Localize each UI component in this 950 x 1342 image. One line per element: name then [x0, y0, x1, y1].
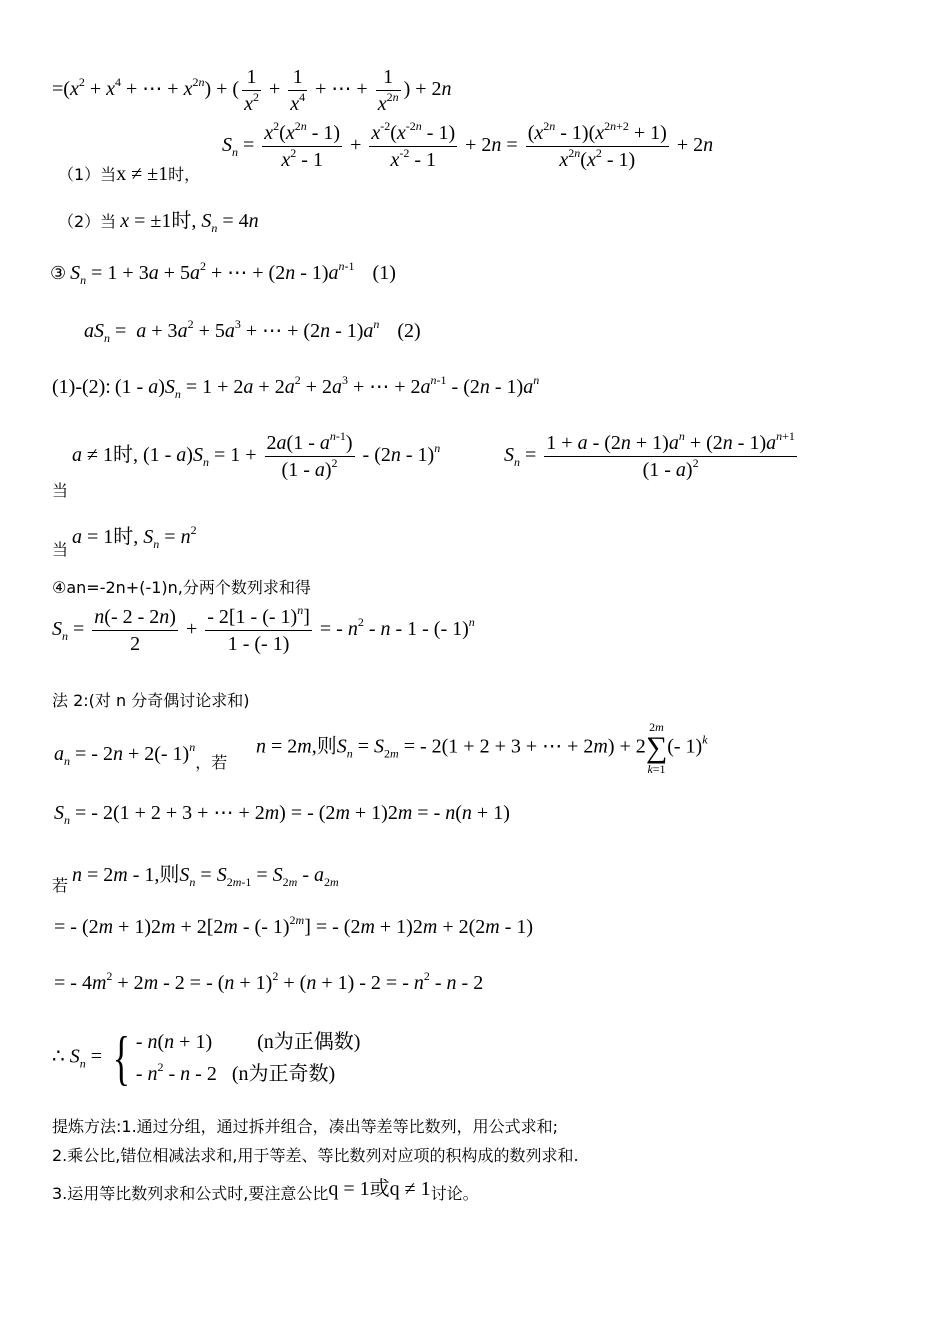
subtract-label: (1)-(2): [52, 376, 111, 398]
case-2-condition: （2）当 x = ±1时, $S_n = 4n$ [58, 210, 259, 235]
equation-odd-step1: = - (2m + 1)2m + 2[2m - (- 1)$^{2m}$] = - (2m + 1)2m + 2(2m - 1) [54, 913, 534, 938]
equation-even-result: $S_n$ = - 2(1 + 2 + 3 + ⋯ + 2m) = - (2m + 1)2m = - n(n + 1) [54, 802, 510, 827]
circled-three: ③ [50, 263, 67, 284]
equation-expand-sum: $=(x^2 + x^4$ + ⋯ + $x^{2n}$) + ( $\frac{1}{x^2}$ + $\frac{1}{x^4}$ + ⋯ + $\frac{1}{x^{2n}}$ ) + 2n [52, 66, 452, 115]
equation-1-label: (1) [372, 262, 396, 284]
case-1-suffix: 时， [168, 165, 201, 184]
summary-line-2: 2.乘公比,错位相减法求和,用于等差、等比数列对应项的积构成的数列求和. [52, 1146, 579, 1165]
summary-line-1: 提炼方法:1.通过分组，通过拆并组合，凑出等差等比数列，用公式求和; [52, 1117, 559, 1136]
equation-2-label: (2) [397, 320, 421, 342]
equation-an: $a_n$ = - 2n + 2(- 1)$^n$，若 [54, 740, 228, 772]
equation-split-sum: $S_n$ = $\frac{n(- 2 - 2n)}{2}$ + $\frac{- 2[1 - (- 1)^n]}{1 - (- 1)}$ = - $n^2$ - n - 1 - (- 1)$^n$ [52, 603, 475, 655]
case-a-one: 当 a = 1时, $S_n = n^2$ [52, 523, 197, 559]
summary-line-3: 3.运用等比数列求和公式时,要注意公比q = 1或q ≠ 1讨论。 [52, 1178, 479, 1203]
equation-odd-step2: = - $4m^2 + 2m - 2$ = - $(n + 1)^2 + (n + 1) - 2$ = - $n^2$ - n - 2 [54, 969, 484, 994]
equation-sn-result: $S_n$ = $\frac{1 + a - (2n + 1)a^n + (2n - 1)a^{n+1}}{(1 - a)^2}$ [504, 429, 795, 481]
equation-even-case: n = 2m,则$S_n = S_{2m}$ = - 2(1 + 2 + 3 + ⋯ + 2m) + 2 2m ∑ k=1 (- 1)$^k$ [256, 720, 708, 776]
case-1-cond: x ≠ ±1 [116, 163, 169, 185]
equation-piecewise: ∴ $S_n$ = { - n(n + 1) (n为正偶数) - $n^2$ - n - 2 (n为正奇数) [52, 1025, 361, 1091]
case-even-label: (n为正偶数) [257, 1031, 361, 1053]
case-odd-label: (n为正奇数) [231, 1063, 336, 1085]
method-2-heading: 法 2:(对 n 分奇偶讨论求和) [52, 691, 250, 710]
case-1-label: （1）当 [58, 165, 117, 184]
equation-1: ③ $S_n = 1 + 3a + 5a^2$ + ⋯ + $(2n - 1)a^{n-1}$ (1) [50, 259, 396, 287]
case-a-prefix: 当 [52, 481, 69, 500]
summary-condition: q = 1或q ≠ 1 [328, 1178, 431, 1200]
equation-2: $aS_n = a + 3a^2 + 5a^3$ + ⋯ + $(2n - 1)a^n$ (2) [84, 317, 421, 345]
case-1-condition [58, 162, 200, 186]
equation-subtract: (1)-(2): $(1 - a)S_n = 1 + 2a + 2a^2 + 2a^3$ + ⋯ + $2a^{n-1} - (2n - 1)a^n$ [52, 373, 540, 401]
equation-a-not-one: a ≠ 1时, $(1 - a)S_n = 1$ + $\frac{2a(1 - a^{n-1})}{(1 - a)^2}$ - (2n - 1)$^n$ [72, 429, 441, 481]
method-4-text: ④an=-2n+(-1)n,分两个数列求和得 [52, 578, 311, 597]
equation-sn-geometric: $S_n$ = $\frac{x^2(x^{2n} - 1)}{x^2 - 1}$ + $\frac{x^{-2}(x^{-2n} - 1)}{x^{-2} - 1}$ + 2n = $\frac{(x^{2n} - 1)(x^{2n+2} + 1)}{x^{2n}(x^2 - 1)}$ + 2n [222, 119, 714, 171]
case-2-label: （2）当 [58, 212, 117, 231]
equation-odd-case: 若 n = 2m - 1,则$S_n = S_{2m-1} = S_{2m} - a_{2m}$ [52, 864, 339, 895]
